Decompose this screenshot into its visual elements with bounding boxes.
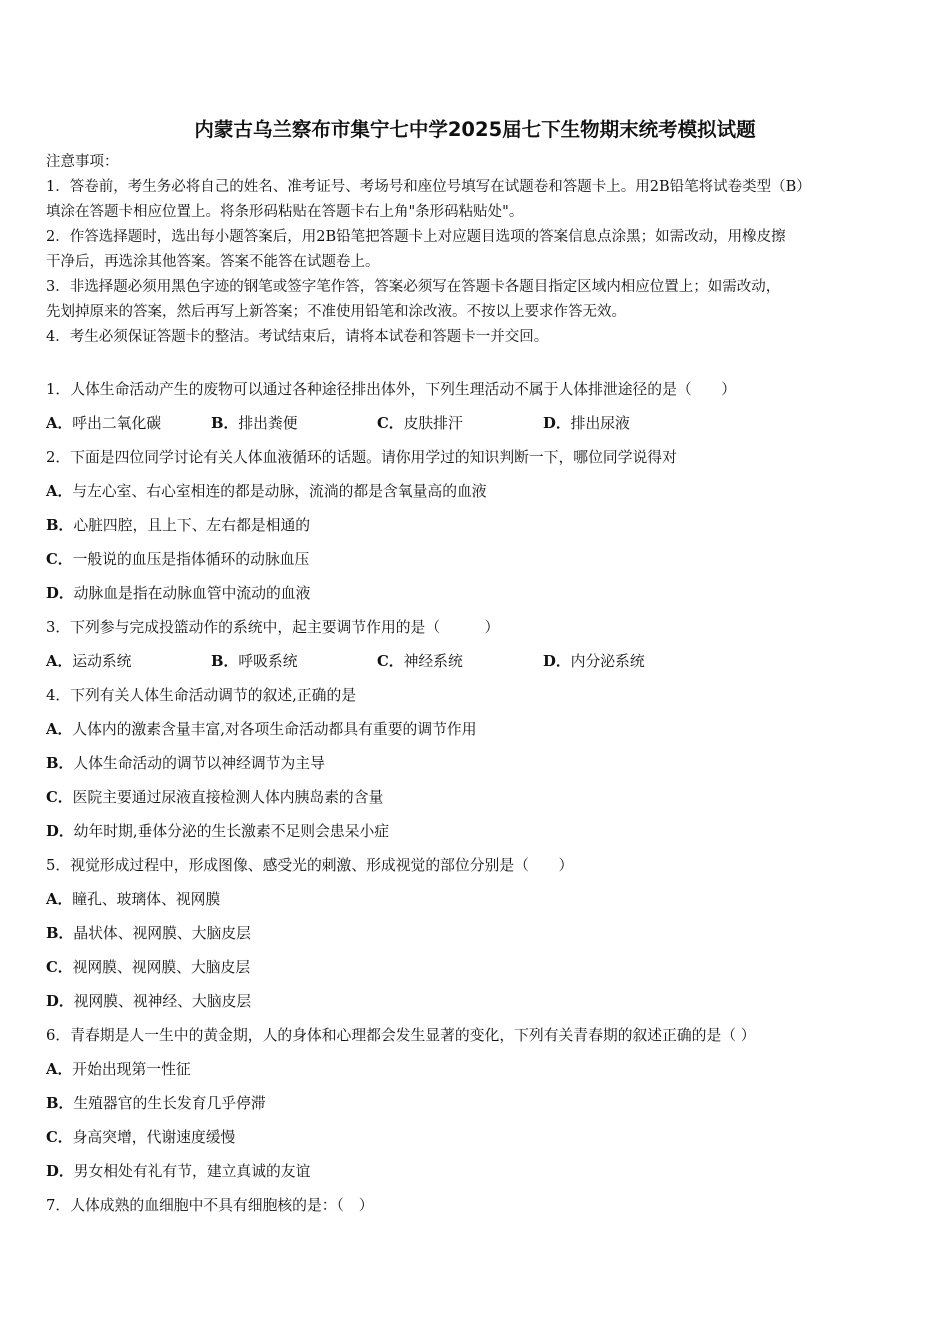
option-a: A．开始出现第一性征 [46, 1061, 191, 1078]
questions-section [46, 373, 906, 1223]
option-a: A．人体内的激素含量丰富,对各项生命活动都具有重要的调节作用 [46, 721, 477, 738]
option-b: B．排出粪便 [211, 415, 298, 432]
question-stem: 3．下列参与完成投篮动作的系统中，起主要调节作用的是（ ） [46, 619, 500, 636]
question-stem: 4．下列有关人体生命活动调节的叙述,正确的是 [46, 687, 357, 704]
option-c: C．身高突增，代谢速度缓慢 [46, 1129, 236, 1146]
notice-line: 1．答卷前，考生务必将自己的姓名、准考证号、考场号和座位号填写在试题卷和答题卡上。用2B铅笔将试卷类型（B） [46, 179, 811, 195]
notice-line: 干净后，再选涂其他答案。答案不能答在试题卷上。 [46, 254, 380, 270]
option-b: B．晶状体、视网膜、大脑皮层 [46, 925, 251, 942]
option-c: C．皮肤排汗 [377, 415, 463, 432]
option-d: D．排出尿液 [543, 415, 630, 432]
notice-line: 4．考生必须保证答题卡的整洁。考试结束后，请将本试卷和答题卡一并交回。 [46, 329, 549, 345]
notice-line: 2．作答选择题时，选出每小题答案后，用2B铅笔把答题卡上对应题目选项的答案信息点涂黑；如需改动，用橡皮擦 [46, 229, 786, 245]
question-stem: 5．视觉形成过程中，形成图像、感受光的刺激、形成视觉的部位分别是（ ） [46, 857, 574, 874]
option-b: B．呼吸系统 [211, 653, 298, 670]
option-a: A．运动系统 [46, 653, 132, 670]
option-b: B．生殖器官的生长发育几乎停滞 [46, 1095, 266, 1112]
question-stem: 2．下面是四位同学讨论有关人体血液循环的话题。请你用学过的知识判断一下，哪位同学说得对 [46, 449, 677, 466]
page-title: 内蒙古乌兰察布市集宁七中学2025届七下生物期末统考模拟试题 [194, 118, 756, 141]
option-a: A．与左心室、右心室相连的都是动脉，流淌的都是含氧量高的血液 [46, 483, 487, 500]
option-c: C．医院主要通过尿液直接检测人体内胰岛素的含量 [46, 789, 384, 806]
option-c: C．神经系统 [377, 653, 463, 670]
option-a: A．瞳孔、玻璃体、视网膜 [46, 891, 221, 908]
option-d: D．幼年时期,垂体分泌的生长激素不足则会患呆小症 [46, 823, 390, 840]
notice-heading: 注意事项： [46, 154, 119, 170]
option-d: D．视网膜、视神经、大脑皮层 [46, 993, 252, 1010]
option-a: A．呼出二氧化碳 [46, 415, 162, 432]
notice-line: 先划掉原来的答案，然后再写上新答案；不准使用铅笔和涂改液。不按以上要求作答无效。 [46, 304, 626, 320]
option-d: D．内分泌系统 [543, 653, 645, 670]
notice-line: 填涂在答题卡相应位置上。将条形码粘贴在答题卡右上角"条形码粘贴处"。 [46, 204, 524, 220]
option-b: B．心脏四腔，且上下、左右都是相通的 [46, 517, 311, 534]
option-d: D．动脉血是指在动脉血管中流动的血液 [46, 585, 311, 602]
question-stem: 6．青春期是人一生中的黄金期，人的身体和心理都会发生显著的变化，下列有关青春期的叙述正确的是（ ） [46, 1027, 756, 1044]
question-stem: 1．人体生命活动产生的废物可以通过各种途径排出体外，下列生理活动不属于人体排泄途径的是（ ） [46, 381, 737, 398]
options-row [46, 645, 906, 679]
option-c: C．一般说的血压是指体循环的动脉血压 [46, 551, 310, 568]
notice-section [46, 150, 906, 350]
option-c: C．视网膜、视网膜、大脑皮层 [46, 959, 251, 976]
options-row [46, 407, 906, 441]
question-stem: 7．人体成熟的血细胞中不具有细胞核的是：（ ） [46, 1197, 374, 1214]
option-d: D．男女相处有礼有节，建立真诚的友谊 [46, 1163, 311, 1180]
notice-line: 3．非选择题必须用黑色字迹的钢笔或签字笔作答，答案必须写在答题卡各题目指定区域内相应位置上；如需改动， [46, 279, 781, 295]
option-b: B．人体生命活动的调节以神经调节为主导 [46, 755, 325, 772]
